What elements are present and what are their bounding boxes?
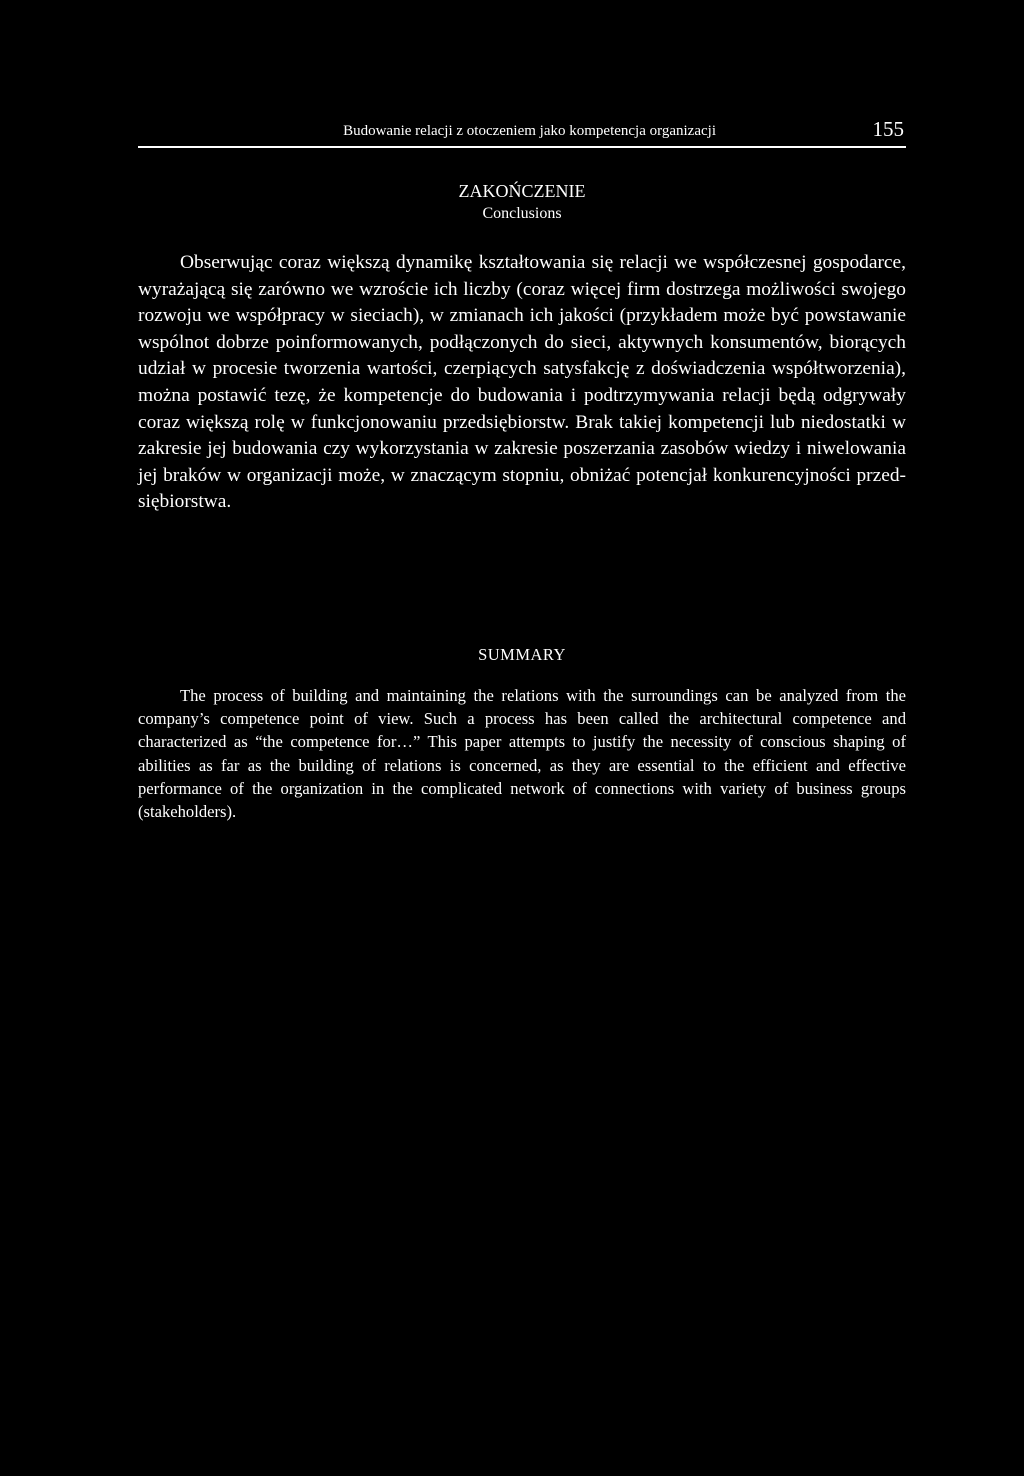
- conclusion-paragraph: Obserwując coraz większą dynamikę kształtowania się relacji we współczesnej gospodarce, wyrażającą się zarówno we wzroście ich liczby (coraz więcej firm dostrzega możliwości swojego rozwoju we współpracy w sieciach), w zmianach ich jakości (przykładem może być powstawanie wspólnot dobrze poinformowanych, podłączonych do sieci, aktywnych konsumentów, biorących udział w procesie tworzenia wartości, czerpiących satysfakcję z doświadczenia współtworzenia), można postawić tezę, że kompetencje do budowania i podtrzymywania relacji będą odgrywały coraz większą rolę w funkcjonowaniu przedsiębiorstw. Brak takiej kompetencji lub niedostatki w zakresie jej budowania czy wykorzystania w zakresie poszerzania zasobów wiedzy i niwelowania jej braków w organizacji może, w znaczącym stopniu, obniżać potencjał konkurencyjności przedsiębiorstwa.: [138, 252, 906, 513]
- conclusion-subheading: Conclusions: [482, 205, 562, 222]
- summary-heading: SUMMARY: [478, 645, 566, 664]
- summary-paragraph: The process of building and maintaining the relations with the surroundings can be analyzed from the company’s competence point of view. Such a process has been called the architectural competence and characterized as “the competence for…” This paper attempts to justify the necessity of conscious shaping of abilities as far as the building of relations is concerned, as they are essential to the efficient and effective performance of the organization in the complicated network of connections with variety of business groups (stakeholders).: [138, 686, 906, 822]
- page-number: 155: [872, 117, 904, 141]
- running-title: Budowanie relacji z otoczeniem jako kompetencja organizacji: [343, 123, 716, 139]
- conclusion-heading: ZAKOŃCZENIE: [458, 181, 586, 201]
- running-header: [138, 114, 906, 148]
